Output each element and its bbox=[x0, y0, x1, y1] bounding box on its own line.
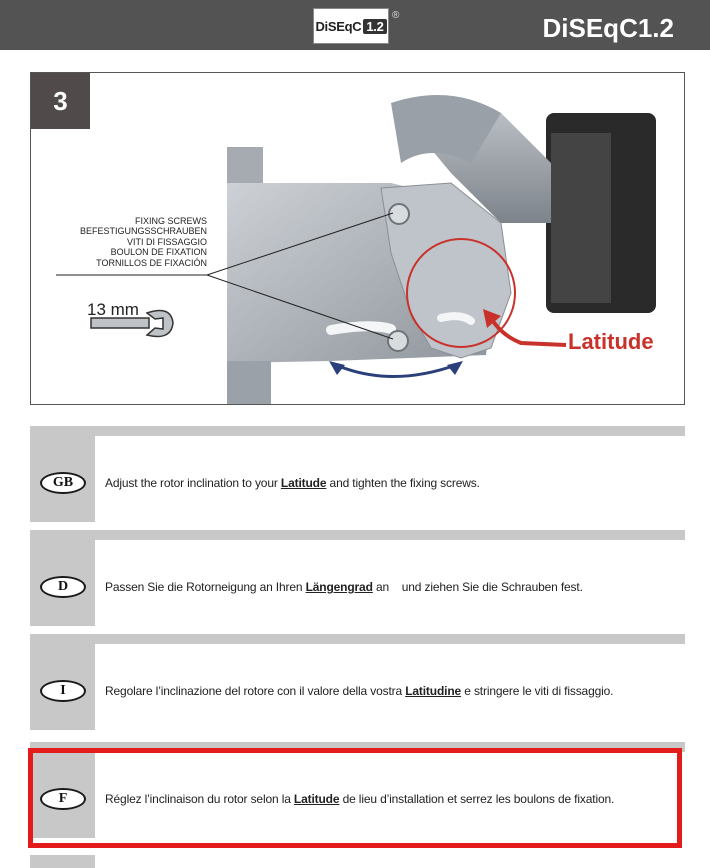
instruction-row-d bbox=[30, 530, 685, 626]
instruction-text-i: Regolare l’inclinazione del rotore con il valore della vostra Latitudine e stringere le viti di fissaggio. bbox=[105, 684, 614, 698]
keyword-latitudine: Latitudine bbox=[405, 684, 462, 698]
instruction-row-f bbox=[30, 742, 685, 838]
screw-label-fr: BOULON DE FIXATION bbox=[110, 247, 207, 258]
upper-bolt bbox=[389, 204, 409, 224]
language-badge-d: D bbox=[40, 576, 86, 598]
keyword-laengengrad: Längengrad bbox=[305, 580, 373, 594]
screw-label-de: BEFESTIGUNGSSCHRAUBEN bbox=[79, 226, 207, 237]
logo-version-box: 1.2 bbox=[363, 19, 386, 34]
screw-label-list bbox=[61, 216, 207, 268]
instruction-text-f: Réglez l’inclinaison du rotor selon la Latitude de lieu d’installation et serrez les boulons de fixation. bbox=[105, 792, 615, 806]
step-number-badge: 3 bbox=[31, 73, 90, 129]
logo-text: DiSEqC bbox=[315, 18, 362, 34]
screw-label-en: FIXING SCREWS bbox=[134, 216, 207, 226]
language-badge-gb: GB bbox=[40, 472, 86, 494]
registered-mark: ® bbox=[392, 10, 400, 21]
keyword-latitude: Latitude bbox=[280, 476, 327, 490]
keyword-latitude-fr: Latitude bbox=[293, 792, 340, 806]
diseqc-logo bbox=[313, 8, 389, 44]
document-title: DiSEqC1.2 bbox=[542, 13, 674, 43]
next-row-strip bbox=[30, 855, 95, 868]
instruction-row-i bbox=[30, 634, 685, 730]
language-badge-f: F bbox=[40, 788, 86, 810]
mast-top bbox=[227, 147, 263, 187]
screw-label-it: VITI DI FISSAGGIO bbox=[126, 236, 207, 247]
latitude-arrow bbox=[491, 318, 566, 345]
wrench-size-label: 13 mm bbox=[87, 300, 139, 319]
latitude-label: Latitude bbox=[568, 329, 654, 354]
mast-bottom bbox=[227, 361, 271, 405]
adjust-arrow bbox=[336, 365, 456, 377]
lower-bolt bbox=[388, 331, 408, 351]
step-figure bbox=[30, 72, 685, 405]
instruction-text-d: Passen Sie die Rotorneigung an Ihren Längengrad an und ziehen Sie die Schrauben fest. bbox=[105, 580, 583, 594]
instruction-row-gb bbox=[30, 426, 685, 522]
instruction-text-gb: Adjust the rotor inclination to your Latitude and tighten the fixing screws. bbox=[105, 476, 480, 490]
language-badge-i: I bbox=[40, 680, 86, 702]
header-bar bbox=[0, 0, 710, 50]
screw-label-es: TORNILLOS DE FIXACIÓN bbox=[96, 257, 207, 268]
